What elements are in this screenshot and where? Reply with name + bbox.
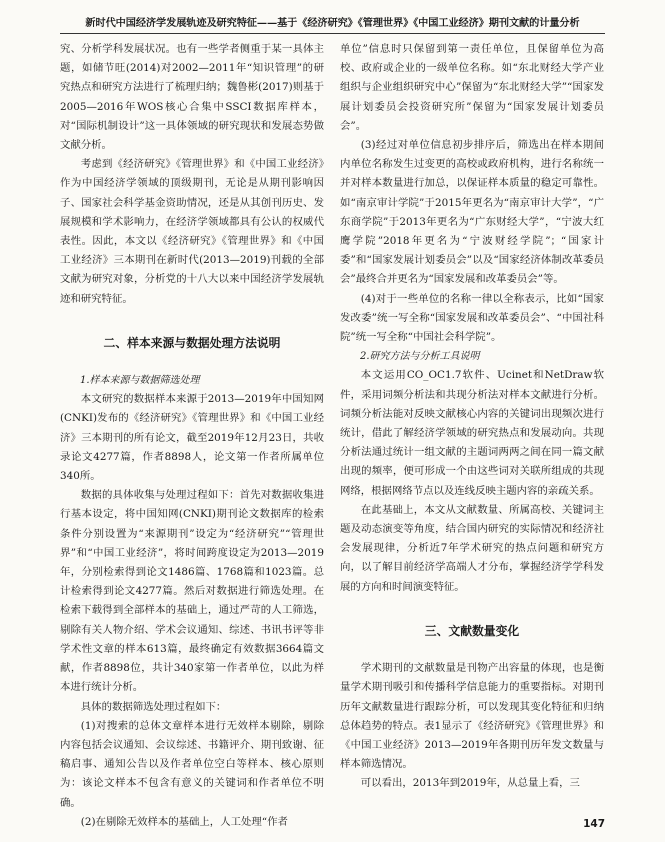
paragraph: 在此基础上，本文从文献数量、所属高校、关键词主题及动态演变等角度，结合国内研究的实际情况和经济社会发展现律，分析近7年学术研究的热点问题和研究方向，以了解目前经济学高端人才分布，掌握经济学学科发展的方向和时间演变特征。 xyxy=(340,503,604,593)
section-heading: 三、文献数量变化 xyxy=(424,623,520,638)
paragraph: (2)在剔除无效样本的基础上，人工处理“作者 xyxy=(80,815,288,828)
paragraph: 单位”信息时只保留到第一责任单位，且保留单位为高校、政府或企业的一级单位名称。如“东北财经大学产业组织与企业组织研究中心”保留为“东北财经大学”“国家发展计划委员会投资研究所”保留为“国家发展计划委员会”。 xyxy=(340,43,604,132)
subsection-heading: 2.研究方法与分析工具说明 xyxy=(360,351,480,363)
header-rule xyxy=(60,33,605,34)
subsection-heading: 1.样本来源与数据筛选处理 xyxy=(80,375,200,387)
paragraph: (1)对搜索的总体文章样本进行无效样本剔除，剔除内容包括会议通知、会议综述、书籍评介、期刊致谢、征稿启事、通知公告以及作者单位空白等样本、核心原则为：该论文样本不包含有意义的关键词和作者单位不明确。 xyxy=(60,719,324,809)
running-header: 新时代中国经济学发展轨迹及研究特征——基于《经济研究》《管理世界》《中国工业经济》期刊文献的计量分析 xyxy=(85,17,580,29)
paragraph: 可以看出，2013年到2019年，从总量上看，三 xyxy=(360,777,580,790)
paragraph: 究、分析学科发展状况。也有一些学者侧重于某一具体主题，如储节旺(2014)对2002—2011年“知识管理”的研究热点和研究方法进行了梳理归纳；魏鲁彬(2017)则基于2005—2016年WOS核心合集中SSCI数据库样本，对“国际机制设计”这一具体领域的研究现状和发展态势做文献分析。 xyxy=(60,43,324,152)
left-column xyxy=(60,40,324,832)
page-number: 147 xyxy=(583,818,605,830)
paragraph: 考虑到《经济研究》《管理世界》和《中国工业经济》作为中国经济学领域的顶级期刊，无论是从期刊影响因子、国家社会科学基金资助情况，还是从其创刊历史、发展规模和学术影响力，在经济学领域都具有公认的权威代表性。因此，本文以《经济研究》《管理世界》和《中国工业经济》三本期刊在新时代(2013—2019)刊载的全部文献为研究对象，分析党的十八大以来中国经济学发展轨迹和研究特征。 xyxy=(60,158,324,305)
paragraph: (4)对于一些单位的名称一律以全称表示，比如“国家发改委”统一写全称“国家发展和改革委员会”、“中国社科院”统一写全称“中国社会科学院”。 xyxy=(340,292,604,344)
paragraph: 具体的数据筛选处理过程如下： xyxy=(80,700,227,713)
paragraph: 本文运用CO_OC1.7软件、Ucinet和NetDraw软件，采用词频分析法和共现分析法对样本文献进行分析。词频分析法能对反映文献核心内容的关键词出现频次进行统计，借此了解经济学领域的研究热点和发展动向。共现分析法通过统计一组文献的主题词两两之间在同一篇文献出现的频率，便可形成一个由这些词对关联所组成的共现网络，根据网络节点以及连线反映主题内容的亲疏关系。 xyxy=(340,369,604,497)
paragraph: (3)经过对单位信息初步排序后，筛选出在样本期间内单位名称发生过变更的高校或政府机构，进行名称统一并对样本数量进行加总，以保证样本质量的稳定可靠性。如“南京审计学院”于2015年更名为“南京审计大学”，“广东商学院”于2013年更名为“广东财经大学”，“宁波大红鹰学院”2018年更名为“宁波财经学院”；“国家计委”和“国家发展计划委员会”以及“国家经济体制改革委员会”最终合并更名为“国家发展和改革委员会”等。 xyxy=(340,139,604,286)
right-column xyxy=(340,40,604,794)
paragraph: 本文研究的数据样本来源于2013—2019年中国知网(CNKI)发布的《经济研究》《管理世界》和《中国工业经济》三本期刊的所有论文，截至2019年12月23日，共收录论文4277篇，作者8898人，论文第一作者所属单位340所。 xyxy=(60,393,324,483)
paragraph: 数据的具体收集与处理过程如下：首先对数据收集进行基本设定，将中国知网(CNKI)期刊论文数据库的检索条件分别设置为“来源期刊”设定为“经济研究”“管理世界”和“中国工业经济”，将时间跨度设定为2013—2019年，分别检索得到论文1486篇、1768篇和1023篇。总计检索得到论文4277篇。然后对数据进行筛选处理。在检索下载得到全部样本的基础上，通过严苛的人工筛选，剔除有关人物介绍、学术会议通知、综述、书讯书评等非学术性文章的样本613篇，最终确定有效数据3664篇文献，作者8898位，共计340家第一作者单位，以此为样本进行统计分析。 xyxy=(60,489,324,694)
section-heading: 二、样本来源与数据处理方法说明 xyxy=(103,335,281,350)
paragraph: 学术期刊的文献数量是刊物产出容量的体现，也是衡量学术期刊吸引和传播科学信息能力的重要指标。对期刊历年文献数量进行跟踪分析，可以发现其变化特征和归纳总体趋势的特点。表1显示了《经济研究》《管理世界》和《中国工业经济》2013—2019年各期刊历年发文数量与样本筛选情况。 xyxy=(340,662,604,771)
